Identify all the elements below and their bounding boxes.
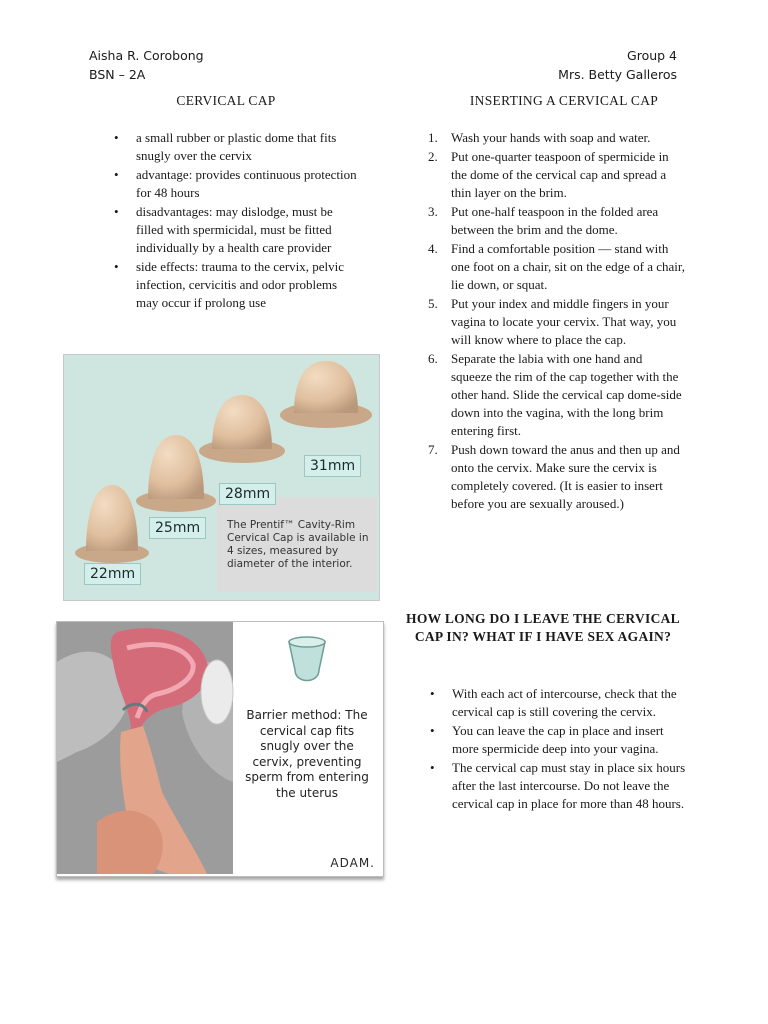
cap-sizes-caption-box bbox=[217, 497, 377, 592]
inserting-heading: INSERTING A CERVICAL CAP bbox=[469, 93, 659, 108]
list-item: • disadvantages: may dislodge, must be filled with spermicidal, must be fitted individually by a health care provider bbox=[110, 203, 360, 257]
list-item: 7. Push down toward the anus and then up and onto the cervix. Make sure the cervix is completely covered. (It is easier to insert before you are sexually aroused.) bbox=[428, 442, 680, 511]
list-item: • The cervical cap must stay in place six hours after the last intercourse. Do not leave the cervical cap in place for more than 48 hours. bbox=[426, 759, 688, 813]
barrier-method-caption: Barrier method: The cervical cap fits snugly over the cervix, preventing sperm from entering the uterus bbox=[245, 708, 369, 800]
cap-28mm-shape bbox=[199, 395, 285, 463]
barrier-method-figure bbox=[56, 621, 384, 877]
author-name: Aisha R. Corobong bbox=[89, 48, 204, 63]
list-item: • With each act of intercourse, check that the cervical cap is still covering the cervix. bbox=[426, 685, 688, 721]
cap-sizes-caption: The Prentif™ Cavity-Rim Cervical Cap is available in 4 sizes, measured by diameter of the interior. bbox=[227, 519, 369, 570]
list-item: 5. Put your index and middle fingers in your vagina to locate your cervix. That way, you will know where to place the cap. bbox=[428, 296, 677, 347]
size-label-22mm: 22mm bbox=[84, 563, 141, 585]
list-item: • advantage: provides continuous protection for 48 hours bbox=[110, 166, 360, 202]
list-item: 4. Find a comfortable position — stand with one foot on a chair, sit on the edge of a chair, lie down, or squat. bbox=[428, 241, 685, 292]
section-name: BSN – 2A bbox=[89, 67, 146, 82]
header-left bbox=[89, 46, 204, 84]
list-item: 6. Separate the labia with one hand and squeeze the rim of the cap together with the other hand. Slide the cervical cap dome-side down into the vagina, with the long brim entering first. bbox=[428, 351, 682, 438]
group-name: Group 4 bbox=[627, 48, 677, 63]
list-item: • side effects: trauma to the cervix, pelvic infection, cervicitis and odor problems may occur if prolong use bbox=[110, 258, 360, 312]
list-item: 1. Wash your hands with soap and water. bbox=[428, 130, 651, 145]
size-label-25mm: 25mm bbox=[149, 517, 206, 539]
cap-31mm-shape bbox=[280, 361, 372, 428]
list-item: 3. Put one-half teaspoon in the folded area between the brim and the dome. bbox=[428, 204, 659, 237]
how-long-bullets bbox=[426, 685, 688, 814]
list-item: • a small rubber or plastic dome that fits snugly over the cervix bbox=[110, 129, 360, 165]
list-item: 2. Put one-quarter teaspoon of spermicide in the dome of the cervical cap and spread a thin layer on the brim. bbox=[428, 149, 669, 200]
cervical-cap-heading: CERVICAL CAP bbox=[176, 93, 276, 108]
how-long-heading: HOW LONG DO I LEAVE THE CERVICAL CAP IN? WHAT IF I HAVE SEX AGAIN? bbox=[406, 611, 680, 644]
cap-22mm-shape bbox=[75, 485, 149, 563]
header-right bbox=[558, 46, 677, 84]
list-item: • You can leave the cap in place and insert more spermicide deep into your vagina. bbox=[426, 722, 688, 758]
cervical-cap-bullets bbox=[110, 129, 360, 313]
adam-logo: ADAM. bbox=[330, 856, 375, 870]
cap-sizes-figure bbox=[63, 354, 380, 601]
instructor-name: Mrs. Betty Galleros bbox=[558, 67, 677, 82]
size-label-31mm: 31mm bbox=[304, 455, 361, 477]
size-label-28mm: 28mm bbox=[219, 483, 276, 505]
insertion-steps bbox=[424, 129, 686, 514]
